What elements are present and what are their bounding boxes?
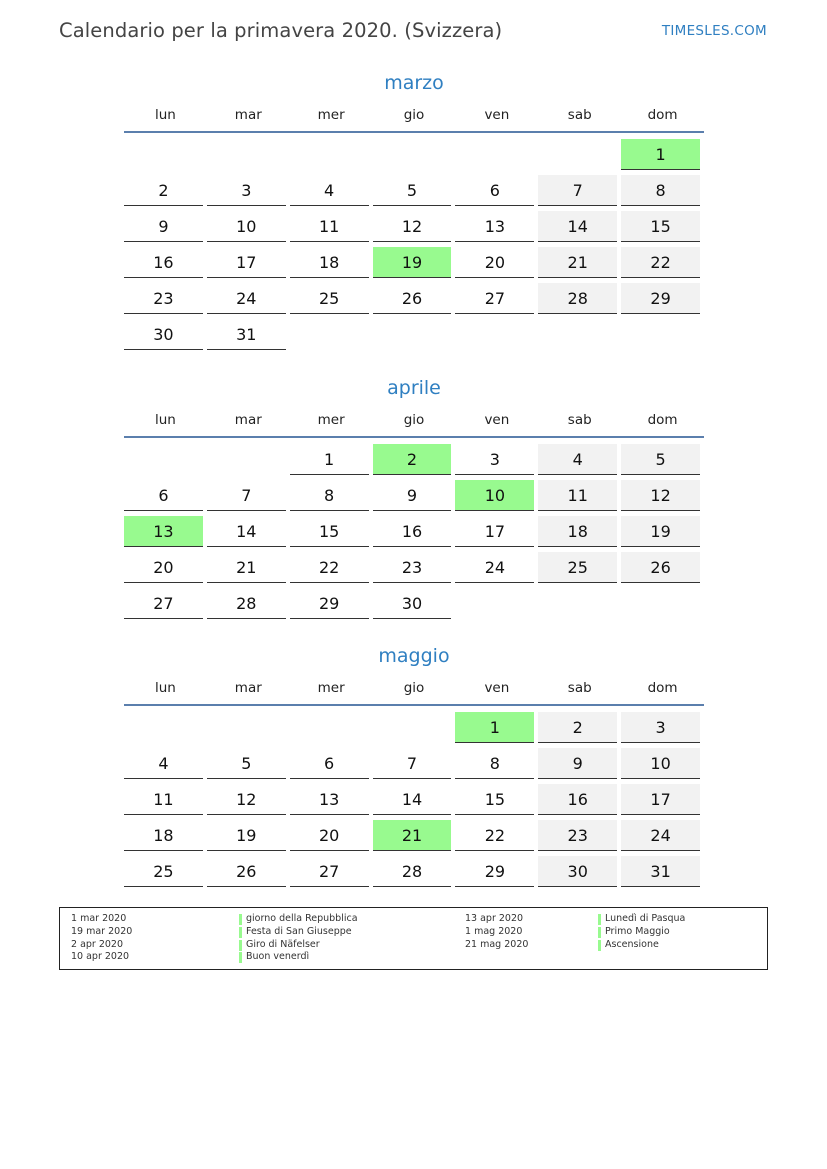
weekday-header — [124, 105, 704, 133]
legend-names-column — [598, 913, 685, 951]
day-cell — [124, 246, 207, 282]
day-number: 6 — [124, 480, 203, 511]
day-number: 14 — [538, 211, 617, 242]
day-cell — [455, 282, 538, 318]
empty-day — [207, 444, 286, 475]
empty-day — [373, 139, 452, 170]
day-number: 11 — [538, 480, 617, 511]
day-cell — [124, 587, 207, 623]
week-row — [124, 711, 704, 747]
day-cell — [124, 174, 207, 210]
weekday-label: gio — [403, 412, 425, 428]
week-row — [124, 443, 704, 479]
day-cell — [124, 747, 207, 783]
day-cell — [538, 819, 621, 855]
week-row — [124, 587, 704, 623]
day-cell — [373, 174, 456, 210]
week-row — [124, 479, 704, 515]
month-name: aprile — [387, 377, 441, 399]
day-number: 8 — [290, 480, 369, 511]
day-cell — [455, 246, 538, 282]
empty-day — [373, 712, 452, 743]
day-cell — [290, 246, 373, 282]
legend-date: 10 apr 2020 — [71, 951, 130, 963]
day-cell — [621, 210, 704, 246]
day-cell — [373, 443, 456, 479]
day-number: 30 — [124, 319, 203, 350]
day-cell — [207, 819, 290, 855]
day-number: 26 — [207, 856, 286, 887]
day-cell — [455, 551, 538, 587]
weekday-label: mar — [234, 680, 262, 696]
month-name: maggio — [378, 645, 450, 667]
day-cell — [207, 551, 290, 587]
day-cell — [538, 783, 621, 819]
day-cell — [207, 747, 290, 783]
day-number: 20 — [290, 820, 369, 851]
day-number: 5 — [207, 748, 286, 779]
day-number: 19 — [621, 516, 700, 547]
day-cell — [290, 819, 373, 855]
weekday-label: mer — [317, 412, 345, 428]
day-number: 17 — [455, 516, 534, 547]
week-row — [124, 819, 704, 855]
day-cell — [290, 587, 373, 623]
legend-names-column — [239, 913, 358, 964]
legend-holiday-name: Ascensione — [598, 939, 685, 952]
day-number: 3 — [207, 175, 286, 206]
day-cell — [124, 138, 207, 174]
empty-day — [290, 712, 369, 743]
day-number: 3 — [455, 444, 534, 475]
weekday-label: ven — [484, 680, 510, 696]
day-cell — [621, 174, 704, 210]
day-number: 30 — [538, 856, 617, 887]
day-number: 19 — [373, 247, 452, 278]
day-number: 2 — [373, 444, 452, 475]
day-cell — [455, 318, 538, 354]
day-number: 9 — [538, 748, 617, 779]
day-number: 22 — [621, 247, 700, 278]
day-number: 14 — [373, 784, 452, 815]
day-number: 4 — [124, 748, 203, 779]
legend-holiday-name: Buon venerdì — [239, 951, 358, 964]
weekday-label: sab — [567, 107, 592, 123]
day-number: 25 — [290, 283, 369, 314]
day-cell — [207, 855, 290, 891]
empty-day — [373, 319, 452, 350]
day-number: 29 — [621, 283, 700, 314]
day-cell — [124, 479, 207, 515]
day-number: 1 — [455, 712, 534, 743]
legend-holiday-name: Giro di Näfelser — [239, 939, 358, 952]
day-cell — [290, 210, 373, 246]
day-number: 3 — [621, 712, 700, 743]
day-number: 12 — [207, 784, 286, 815]
legend-date: 1 mar 2020 — [71, 913, 127, 924]
day-number: 9 — [373, 480, 452, 511]
weekday-label: gio — [403, 680, 425, 696]
day-number: 5 — [621, 444, 700, 475]
day-cell — [621, 318, 704, 354]
day-cell — [373, 587, 456, 623]
empty-day — [124, 444, 203, 475]
day-cell — [455, 747, 538, 783]
day-cell — [290, 551, 373, 587]
day-number: 28 — [207, 588, 286, 619]
day-cell — [290, 443, 373, 479]
day-cell — [373, 783, 456, 819]
day-cell — [207, 443, 290, 479]
day-number: 2 — [124, 175, 203, 206]
day-cell — [373, 282, 456, 318]
day-number: 28 — [373, 856, 452, 887]
day-number: 13 — [455, 211, 534, 242]
day-cell — [455, 819, 538, 855]
day-number: 27 — [290, 856, 369, 887]
day-number: 4 — [538, 444, 617, 475]
day-number: 24 — [455, 552, 534, 583]
day-cell — [373, 515, 456, 551]
day-number: 30 — [373, 588, 452, 619]
week-row — [124, 783, 704, 819]
day-cell — [538, 587, 621, 623]
day-cell — [124, 318, 207, 354]
day-cell — [538, 174, 621, 210]
day-cell — [207, 174, 290, 210]
day-cell — [207, 587, 290, 623]
weekday-label: lun — [154, 412, 176, 428]
day-cell — [373, 747, 456, 783]
day-cell — [538, 210, 621, 246]
weekday-label: dom — [647, 412, 678, 428]
day-number: 22 — [455, 820, 534, 851]
day-number: 8 — [455, 748, 534, 779]
day-number: 16 — [124, 247, 203, 278]
day-number: 5 — [373, 175, 452, 206]
day-number: 31 — [621, 856, 700, 887]
page-title: Calendario per la primavera 2020. (Svizzera) — [59, 19, 503, 42]
empty-day — [538, 139, 617, 170]
day-cell — [373, 479, 456, 515]
week-row — [124, 747, 704, 783]
day-number: 10 — [207, 211, 286, 242]
week-row — [124, 138, 704, 174]
weekday-label: ven — [484, 412, 510, 428]
day-cell — [455, 479, 538, 515]
day-cell — [621, 515, 704, 551]
day-cell — [207, 783, 290, 819]
day-cell — [455, 587, 538, 623]
day-cell — [124, 282, 207, 318]
day-number: 10 — [455, 480, 534, 511]
weekday-label: lun — [154, 107, 176, 123]
day-cell — [621, 246, 704, 282]
day-cell — [538, 515, 621, 551]
day-number: 20 — [455, 247, 534, 278]
day-number: 27 — [124, 588, 203, 619]
day-number: 21 — [373, 820, 452, 851]
day-cell — [538, 282, 621, 318]
day-cell — [455, 515, 538, 551]
legend-holiday-name: Primo Maggio — [598, 926, 685, 939]
day-number: 16 — [538, 784, 617, 815]
day-cell — [455, 138, 538, 174]
empty-day — [207, 712, 286, 743]
day-cell — [124, 855, 207, 891]
day-number: 7 — [538, 175, 617, 206]
day-cell — [538, 138, 621, 174]
day-number: 29 — [290, 588, 369, 619]
day-cell — [207, 318, 290, 354]
day-cell — [373, 855, 456, 891]
day-number: 29 — [455, 856, 534, 887]
day-cell — [124, 443, 207, 479]
legend-date: 2 apr 2020 — [71, 938, 124, 950]
weekday-label: mer — [317, 680, 345, 696]
day-cell — [455, 174, 538, 210]
day-cell — [290, 138, 373, 174]
day-number: 21 — [207, 552, 286, 583]
day-number: 13 — [124, 516, 203, 547]
empty-day — [455, 588, 534, 619]
empty-day — [290, 319, 369, 350]
weekday-header — [124, 678, 704, 706]
day-cell — [124, 515, 207, 551]
empty-day — [538, 319, 617, 350]
days-grid — [124, 443, 704, 623]
day-cell — [124, 819, 207, 855]
day-number: 15 — [621, 211, 700, 242]
day-number: 21 — [538, 247, 617, 278]
day-cell — [621, 855, 704, 891]
day-number: 13 — [290, 784, 369, 815]
day-cell — [290, 711, 373, 747]
days-grid — [124, 138, 704, 354]
empty-day — [621, 588, 700, 619]
day-cell — [455, 443, 538, 479]
day-cell — [538, 246, 621, 282]
day-number: 24 — [621, 820, 700, 851]
day-number: 20 — [124, 552, 203, 583]
day-cell — [621, 282, 704, 318]
legend-holiday-name: giorno della Repubblica — [239, 913, 358, 926]
day-number: 19 — [207, 820, 286, 851]
legend-holiday-name: Festa di San Giuseppe — [239, 926, 358, 939]
legend-date: 21 mag 2020 — [465, 938, 529, 950]
empty-day — [124, 712, 203, 743]
month-calendar-may — [124, 642, 704, 891]
empty-day — [455, 319, 534, 350]
week-row — [124, 551, 704, 587]
day-cell — [455, 783, 538, 819]
empty-day — [538, 588, 617, 619]
legend-date: 1 mag 2020 — [465, 925, 523, 937]
week-row — [124, 210, 704, 246]
day-cell — [538, 479, 621, 515]
day-cell — [290, 783, 373, 819]
day-number: 28 — [538, 283, 617, 314]
day-cell — [538, 855, 621, 891]
day-number: 17 — [621, 784, 700, 815]
day-number: 26 — [373, 283, 452, 314]
day-number: 23 — [124, 283, 203, 314]
day-cell — [373, 138, 456, 174]
day-number: 22 — [290, 552, 369, 583]
week-row — [124, 174, 704, 210]
day-number: 10 — [621, 748, 700, 779]
days-grid — [124, 711, 704, 891]
empty-day — [455, 139, 534, 170]
day-number: 24 — [207, 283, 286, 314]
month-calendar-april — [124, 374, 704, 623]
day-cell — [538, 747, 621, 783]
day-number: 31 — [207, 319, 286, 350]
day-cell — [290, 515, 373, 551]
day-cell — [373, 246, 456, 282]
week-row — [124, 855, 704, 891]
day-cell — [290, 747, 373, 783]
day-number: 25 — [124, 856, 203, 887]
day-cell — [124, 210, 207, 246]
day-cell — [455, 210, 538, 246]
day-cell — [621, 711, 704, 747]
day-cell — [373, 711, 456, 747]
day-cell — [207, 479, 290, 515]
day-cell — [207, 515, 290, 551]
weekday-label: dom — [647, 680, 678, 696]
day-number: 23 — [373, 552, 452, 583]
legend-date: 13 apr 2020 — [465, 913, 524, 924]
day-number: 12 — [621, 480, 700, 511]
day-number: 25 — [538, 552, 617, 583]
day-number: 7 — [373, 748, 452, 779]
holiday-legend — [59, 907, 768, 970]
day-cell — [290, 318, 373, 354]
day-number: 16 — [373, 516, 452, 547]
day-cell — [207, 246, 290, 282]
week-row — [124, 515, 704, 551]
day-cell — [124, 551, 207, 587]
empty-day — [290, 139, 369, 170]
day-cell — [621, 587, 704, 623]
week-row — [124, 282, 704, 318]
day-number: 1 — [290, 444, 369, 475]
day-number: 15 — [290, 516, 369, 547]
weekday-label: gio — [403, 107, 425, 123]
day-number: 11 — [124, 784, 203, 815]
day-cell — [373, 210, 456, 246]
day-number: 11 — [290, 211, 369, 242]
day-number: 2 — [538, 712, 617, 743]
day-number: 27 — [455, 283, 534, 314]
day-cell — [538, 711, 621, 747]
day-number: 6 — [290, 748, 369, 779]
day-cell — [290, 282, 373, 318]
day-cell — [538, 443, 621, 479]
day-cell — [290, 855, 373, 891]
empty-day — [621, 319, 700, 350]
day-number: 8 — [621, 175, 700, 206]
weekday-label: lun — [154, 680, 176, 696]
day-cell — [621, 443, 704, 479]
day-number: 12 — [373, 211, 452, 242]
month-name: marzo — [384, 72, 444, 94]
day-number: 14 — [207, 516, 286, 547]
weekday-header — [124, 410, 704, 438]
day-number: 1 — [621, 139, 700, 170]
day-number: 6 — [455, 175, 534, 206]
month-calendar-march — [124, 69, 704, 354]
day-cell — [124, 783, 207, 819]
weekday-label: mer — [317, 107, 345, 123]
day-number: 9 — [124, 211, 203, 242]
weekday-label: sab — [567, 412, 592, 428]
legend-date: 19 mar 2020 — [71, 925, 133, 937]
weekday-label: mar — [234, 412, 262, 428]
day-cell — [621, 138, 704, 174]
day-cell — [290, 479, 373, 515]
day-cell — [373, 318, 456, 354]
empty-day — [124, 139, 203, 170]
day-cell — [207, 282, 290, 318]
day-cell — [621, 551, 704, 587]
day-cell — [538, 318, 621, 354]
day-cell — [373, 819, 456, 855]
day-cell — [124, 711, 207, 747]
day-number: 15 — [455, 784, 534, 815]
weekday-label: ven — [484, 107, 510, 123]
week-row — [124, 246, 704, 282]
day-number: 7 — [207, 480, 286, 511]
legend-holiday-name: Lunedì di Pasqua — [598, 913, 685, 926]
day-cell — [538, 551, 621, 587]
day-cell — [373, 551, 456, 587]
day-cell — [455, 711, 538, 747]
day-number: 26 — [621, 552, 700, 583]
legend-dates-column — [465, 913, 528, 951]
day-number: 18 — [124, 820, 203, 851]
week-row — [124, 318, 704, 354]
brand-link[interactable]: TIMESLES.COM — [661, 23, 767, 39]
day-cell — [455, 855, 538, 891]
day-number: 18 — [538, 516, 617, 547]
day-cell — [621, 479, 704, 515]
day-cell — [621, 747, 704, 783]
weekday-label: dom — [647, 107, 678, 123]
weekday-label: sab — [567, 680, 592, 696]
day-number: 17 — [207, 247, 286, 278]
day-cell — [207, 210, 290, 246]
day-number: 23 — [538, 820, 617, 851]
day-number: 18 — [290, 247, 369, 278]
legend-dates-column — [71, 913, 132, 964]
day-cell — [621, 819, 704, 855]
day-cell — [207, 711, 290, 747]
empty-day — [207, 139, 286, 170]
day-cell — [621, 783, 704, 819]
weekday-label: mar — [234, 107, 262, 123]
day-cell — [207, 138, 290, 174]
day-cell — [290, 174, 373, 210]
day-number: 4 — [290, 175, 369, 206]
